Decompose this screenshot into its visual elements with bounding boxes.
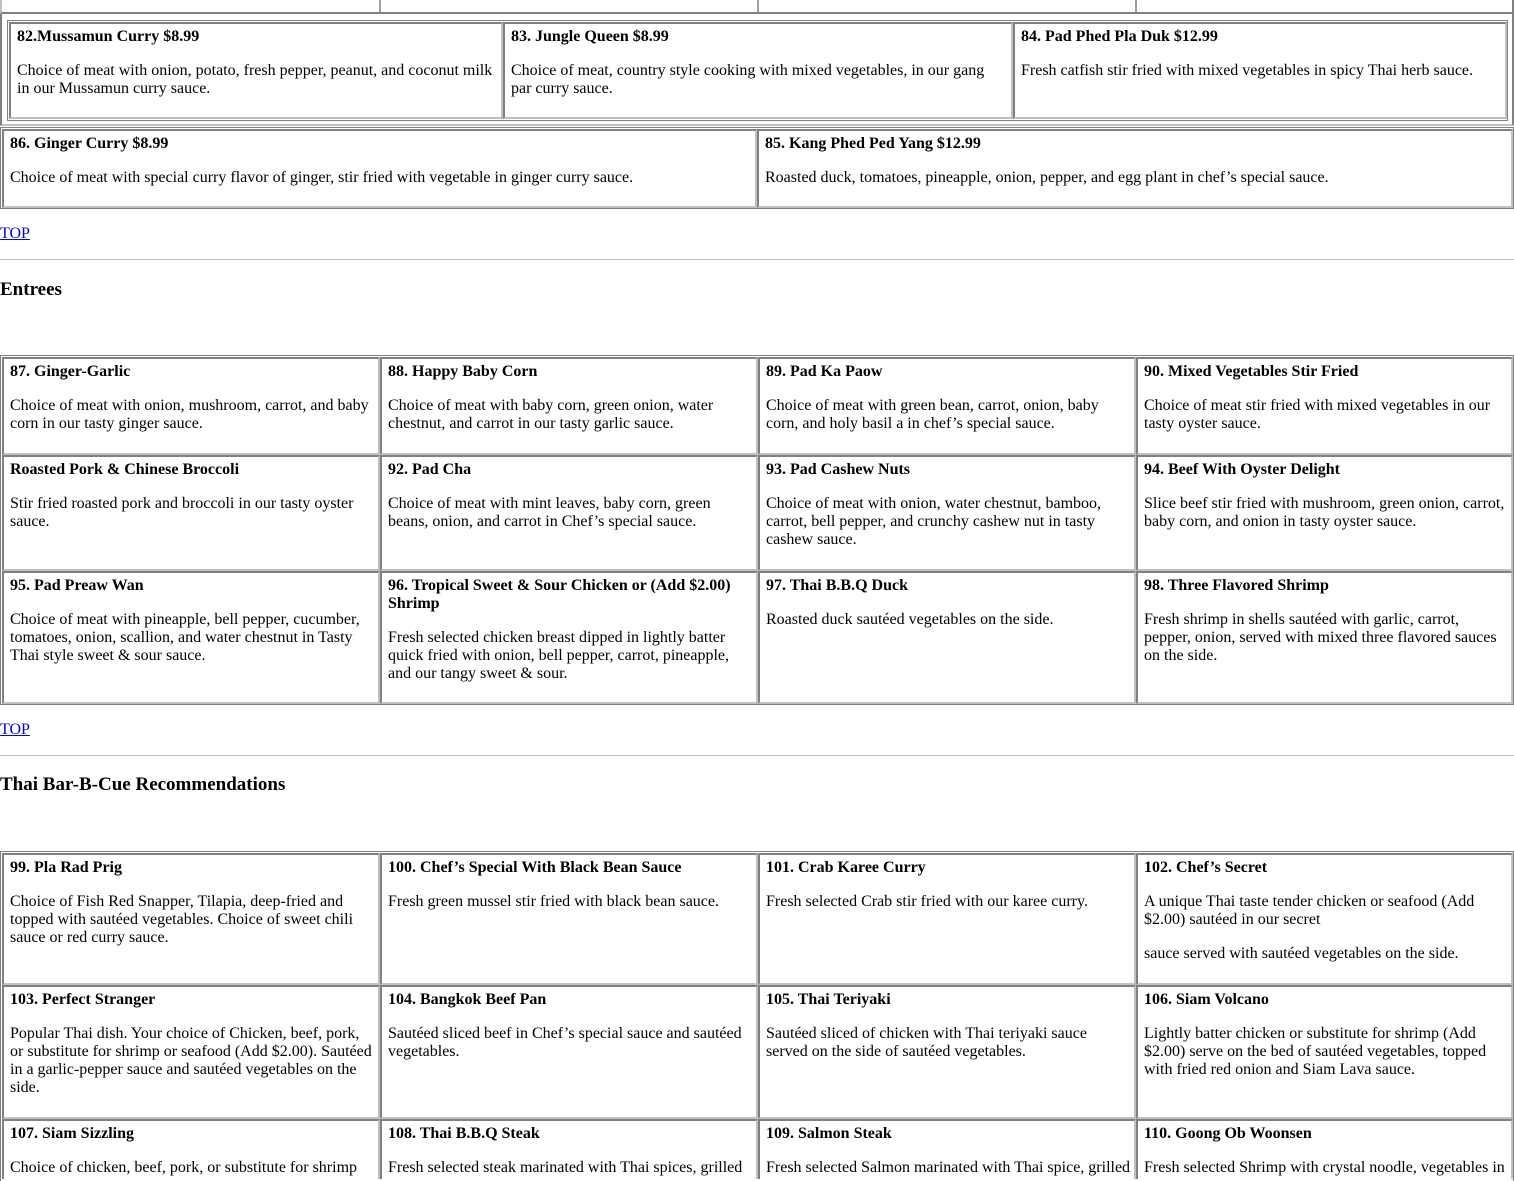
menu-item-108 [380, 1119, 758, 1179]
item-title: 90. Mixed Vegetables Stir Fried [1144, 363, 1359, 380]
item-title: 97. Thai B.B.Q Duck [766, 577, 908, 594]
menu-item-103 [2, 985, 380, 1119]
item-title: 103. Perfect Stranger [10, 991, 156, 1008]
menu-item-89 [758, 357, 1136, 455]
item-desc: Popular Thai dish. Your choice of Chicken, beef, pork, or substitute for shrimp or seafood (Add $2.00). Sautéed in a garlic-pepper sauce and sautéed vegetables on the side. [10, 1025, 372, 1096]
menu-item-86 [2, 129, 757, 208]
item-title: 94. Beef With Oyster Delight [1144, 461, 1340, 478]
item-title: 98. Three Flavored Shrimp [1144, 577, 1329, 594]
item-title: 105. Thai Teriyaki [766, 991, 891, 1008]
item-title: 101. Crab Karee Curry [766, 859, 926, 876]
menu-item-98 [1136, 571, 1513, 704]
menu-item-92 [380, 455, 758, 571]
top-link[interactable]: TOP [0, 225, 30, 242]
item-desc: Fresh shrimp in shells sautéed with garlic, carrot, pepper, onion, served with mixed three flavored sauces on the side. [1144, 611, 1497, 664]
item-desc: Choice of meat with baby corn, green onion, water chestnut, and carrot in our tasty garlic sauce. [388, 397, 714, 432]
item-desc: Fresh catfish stir fried with mixed vegetables in spicy Thai herb sauce. [1021, 62, 1474, 79]
item-title: 99. Pla Rad Prig [10, 859, 122, 876]
top-link[interactable]: TOP [0, 721, 30, 738]
item-desc: Roasted duck, tomatoes, pineapple, onion, pepper, and egg plant in chef’s special sauce. [765, 169, 1329, 186]
item-title: 82.Mussamun Curry $8.99 [17, 28, 200, 45]
item-title: 107. Siam Sizzling [10, 1125, 135, 1142]
item-desc: Choice of meat, country style cooking with mixed vegetables, in our gang par curry sauce. [511, 62, 985, 97]
item-desc: Choice of meat with special curry flavor of ginger, stir fried with vegetable in ginger curry sauce. [10, 169, 634, 186]
item-title: 83. Jungle Queen $8.99 [511, 28, 669, 45]
menu-item-91 [2, 455, 380, 571]
menu-item-106 [1136, 985, 1513, 1119]
item-desc: Sautéed sliced of chicken with Thai teriyaki sauce served on the side of sautéed vegetables. [766, 1025, 1087, 1060]
menu-item-84 [1013, 22, 1507, 119]
item-title: 87. Ginger-Garlic [10, 363, 131, 380]
item-desc: Fresh selected Shrimp with crystal noodle, vegetables in [1144, 1159, 1505, 1176]
item-title: 106. Siam Volcano [1144, 991, 1269, 1008]
menu-item-97 [758, 571, 1136, 704]
item-desc: Choice of Fish Red Snapper, Tilapia, deep-fried and topped with sautéed vegetables. Choice of sweet chili sauce or red curry sauce. [10, 893, 354, 946]
menu-item-101 [758, 853, 1136, 985]
item-title: 109. Salmon Steak [766, 1125, 892, 1142]
menu-item-100 [380, 853, 758, 985]
item-desc: Fresh selected chicken breast dipped in lightly batter quick fried with onion, bell pepper, carrot, pineapple, and our tangy sweet & sour. [388, 629, 730, 682]
item-desc: Choice of meat with onion, mushroom, carrot, and baby corn in our tasty ginger sauce. [10, 397, 369, 432]
divider [0, 755, 1514, 756]
item-desc: A unique Thai taste tender chicken or seafood (Add $2.00) sautéed in our secret [1144, 893, 1475, 928]
menu-item-94 [1136, 455, 1513, 571]
menu-item-85 [757, 129, 1513, 208]
section-heading-bbq: Thai Bar-B-Cue Recommendations [0, 774, 286, 795]
item-title: 102. Chef’s Secret [1144, 859, 1268, 876]
item-desc: Choice of meat with mint leaves, baby corn, green beans, onion, and carrot in Chef’s special sauce. [388, 495, 711, 530]
curry-row2-table [0, 127, 1514, 209]
menu-item-95 [2, 571, 380, 704]
item-title: 100. Chef’s Special With Black Bean Sauce [388, 859, 682, 876]
entrees-table [0, 355, 1514, 705]
bbq-table [0, 851, 1514, 1181]
menu-item-107 [2, 1119, 380, 1179]
item-desc: Choice of meat with onion, water chestnut, bamboo, carrot, bell pepper, and crunchy cashew nut in tasty cashew sauce. [766, 495, 1102, 548]
prev-table-remnant [0, 0, 1514, 14]
item-title: 96. Tropical Sweet & Sour Chicken or (Add $2.00) Shrimp [388, 577, 731, 612]
menu-item-88 [380, 357, 758, 455]
menu-item-90 [1136, 357, 1513, 455]
item-title: 88. Happy Baby Corn [388, 363, 538, 380]
item-desc: Lightly batter chicken or substitute for shrimp (Add $2.00) serve on the bed of sautéed vegetables, topped with fried red onion and Siam Lava sauce. [1144, 1025, 1487, 1078]
menu-item-102 [1136, 853, 1513, 985]
item-desc: Slice beef stir fried with mushroom, green onion, carrot, baby corn, and onion in tasty oyster sauce. [1144, 495, 1505, 530]
item-title: 93. Pad Cashew Nuts [766, 461, 911, 478]
menu-item-105 [758, 985, 1136, 1119]
item-title: 89. Pad Ka Paow [766, 363, 883, 380]
menu-item-93 [758, 455, 1136, 571]
divider [0, 259, 1514, 260]
item-title: 104. Bangkok Beef Pan [388, 991, 547, 1008]
section-heading-entrees: Entrees [0, 279, 62, 300]
item-desc: Choice of meat with onion, potato, fresh pepper, peanut, and coconut milk in our Mussamun curry sauce. [17, 62, 493, 97]
menu-item-109 [758, 1119, 1136, 1179]
item-title: 92. Pad Cha [388, 461, 472, 478]
item-title: 86. Ginger Curry $8.99 [10, 135, 169, 152]
menu-item-82 [9, 22, 503, 119]
item-desc: Sautéed sliced beef in Chef’s special sauce and sautéed vegetables. [388, 1025, 742, 1060]
menu-item-110 [1136, 1119, 1513, 1179]
item-title: 108. Thai B.B.Q Steak [388, 1125, 540, 1142]
item-desc-cont: sauce served with sautéed vegetables on the side. [1144, 945, 1459, 962]
item-desc: Choice of chicken, beef, pork, or substitute for shrimp [10, 1159, 358, 1176]
item-desc: Choice of meat with pineapple, bell pepper, cucumber, tomatoes, onion, scallion, and water chestnut in Tasty Thai style sweet & sour sauce. [10, 611, 360, 664]
menu-item-104 [380, 985, 758, 1119]
curry-nested-table [7, 20, 1508, 121]
item-desc: Fresh selected Salmon marinated with Thai spice, grilled [766, 1159, 1131, 1176]
menu-item-99 [2, 853, 380, 985]
item-desc: Choice of meat with green bean, carrot, onion, baby corn, and holy basil a in chef’s special sauce. [766, 397, 1099, 432]
item-desc: Fresh selected Crab stir fried with our karee curry. [766, 893, 1088, 910]
item-title: 84. Pad Phed Pla Duk $12.99 [1021, 28, 1218, 45]
item-title: 95. Pad Preaw Wan [10, 577, 144, 594]
item-desc: Roasted duck sautéed vegetables on the side. [766, 611, 1054, 628]
item-title: 85. Kang Phed Ped Yang $12.99 [765, 135, 981, 152]
item-title: Roasted Pork & Chinese Broccoli [10, 461, 240, 478]
item-desc: Fresh green mussel stir fried with black bean sauce. [388, 893, 720, 910]
menu-item-96 [380, 571, 758, 704]
menu-item-83 [503, 22, 1013, 119]
item-desc: Fresh selected steak marinated with Thai spices, grilled [388, 1159, 743, 1176]
item-desc: Stir fried roasted pork and broccoli in our tasty oyster sauce. [10, 495, 354, 530]
item-desc: Choice of meat stir fried with mixed vegetables in our tasty oyster sauce. [1144, 397, 1491, 432]
item-title: 110. Goong Ob Woonsen [1144, 1125, 1312, 1142]
menu-item-87 [2, 357, 380, 455]
